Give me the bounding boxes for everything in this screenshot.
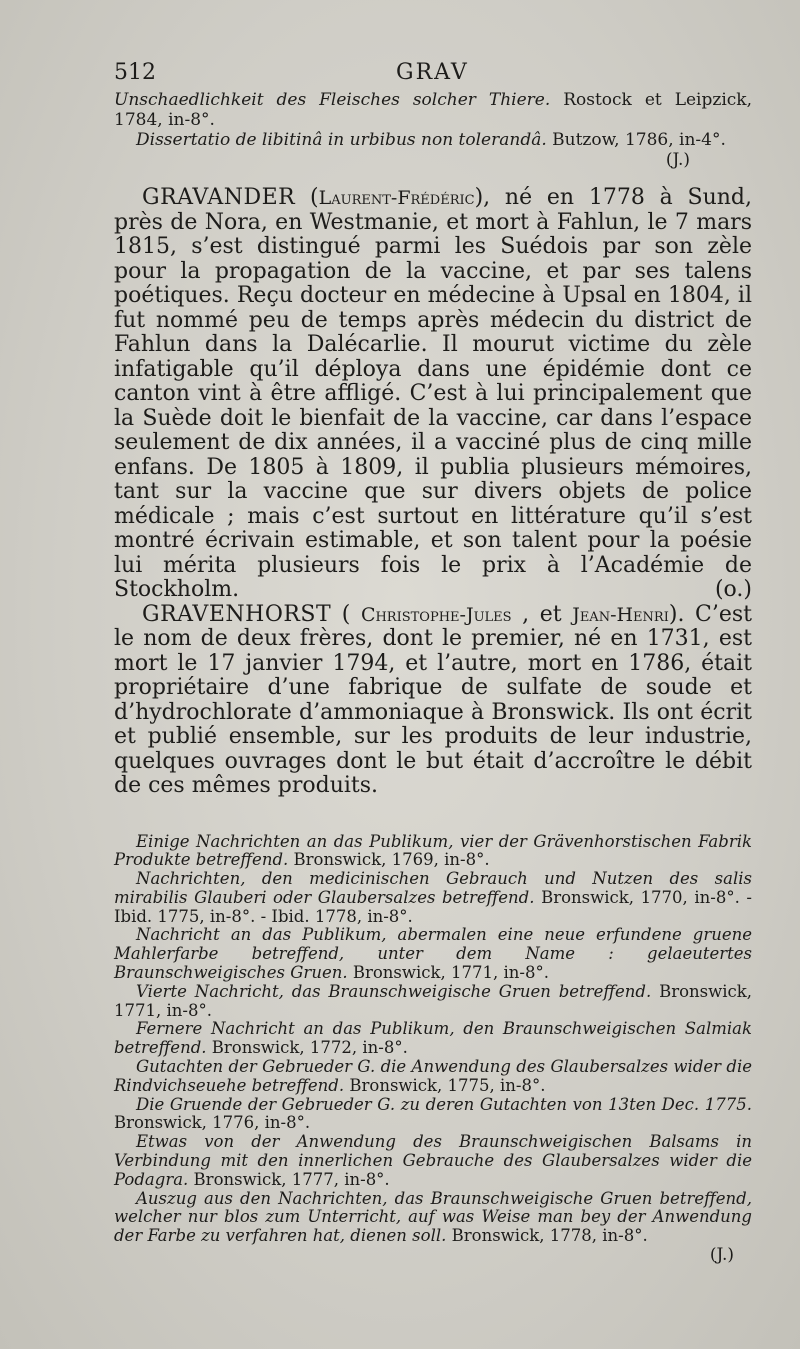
work-title: Dissertatio de libitinâ in urbibus non tolerandâ. xyxy=(136,130,547,150)
given-names: Christophe-Jules xyxy=(360,603,512,626)
bibliography-entry xyxy=(114,1020,752,1058)
bibliography-entry xyxy=(114,870,752,926)
entry-heading: GRAVENHORST xyxy=(142,601,332,627)
article-text: ). C’est le nom de deux frères, dont le premier, né en 1731, est mort le 17 janvier 1794, et l’autre, mort en 1786, était propriétaire d’une fabrique de sulfate de soude et d’hydrochlorate d’ammoniaque à Bronswick. Ils ont écrit et publié ensemble, sur les produits de leur industrie, quelques ouvrages dont le but était d’accroître le débit de ces mêmes produits. xyxy=(114,601,752,798)
bibliography-entry xyxy=(114,983,752,1021)
article-gravenhorst: GRAVENHORST ( Christophe-Jules , et Jean-Henri). C’est le nom de deux frères, dont le premier, né en 1731, est mort le 17 janvier 1794, et l’autre, mort en 1786, était propriétaire d’une fabrique de sulfate de soude et d’hydrochlorate d’ammoniaque à Bronswick. Ils ont écrit et publié ensemble, sur les produits de leur industrie, quelques ouvrages dont le but était d’accroître le débit de ces mêmes produits. xyxy=(114,601,752,798)
publication-info: Rostock et Leipzick, 1784, in-8°. xyxy=(114,90,752,130)
conjunction: , et xyxy=(511,601,573,627)
bibliography-entry xyxy=(114,130,752,150)
publication-info: Bronswick, 1778, in-8°. xyxy=(446,1226,648,1246)
work-title: Etwas von der Anwendung des Braunschweigischen Balsams in Verbindung mit den innerlichen Gebrauche des Glaubersalzes wider die Podagra. xyxy=(114,1132,752,1189)
bibliography-entry xyxy=(114,926,752,982)
publication-info: Bronswick, 1769, in-8°. xyxy=(288,850,490,870)
work-title: Vierte Nachricht, das Braunschweigische Gruen betreffend. xyxy=(136,981,652,1001)
bibliography-entry xyxy=(114,1096,752,1134)
publication-info: Bronswick, 1771, in-8°. xyxy=(114,981,753,1020)
article-text: ), né en 1778 à Sund, près de Nora, en Westmanie, et mort à Fahlun, le 7 mars 1815, s’est distingué parmi les Suédois par son zèle pour la propagation de la vaccine, et par ses talens poétiques. Reçu docteur en médecine à Upsal en 1804, il fut nommé peu de temps après médecin du district de Fahlun dans la Dalécarlie. Il mourut victime du zèle infatigable qu’il déploya dans une épidémie dont ce canton vint à être affligé. C’est à lui principalement que la Suède doit le bienfait de la vaccine, car dans l’espace seulement de dix années, il a vacciné plus de cinq mille enfans. De 1805 à 1809, il publia plusieurs mémoires, tant sur la vaccine que sur divers objets de police médicale ; mais c’est surtout en littérature qu’il s’est montré écrivain estimable, et son talent pour la poésie lui mérita plusieurs fois le prix à l’Académie de Stockholm. xyxy=(114,185,753,602)
publication-info: Bronswick, 1772, in-8°. xyxy=(206,1038,408,1058)
page-number: 512 xyxy=(114,60,156,85)
publication-info: Bronswick, 1770, in-8°. - Ibid. 1775, in-8°. - Ibid. 1778, in-8°. xyxy=(114,887,752,926)
publication-info: Bronswick, 1775, in-8°. xyxy=(344,1075,546,1095)
work-title: Nachrichten, den medicinischen Gebrauch und Nutzen des salis mirabilis Glauberi oder Glaubersalzes betreffend. xyxy=(114,869,752,907)
bibliography-entry xyxy=(114,1058,752,1096)
author-signature: (J.) xyxy=(709,1245,734,1266)
work-title: Fernere Nachricht an das Publikum, den Braunschweigischen Salmiak betreffend. xyxy=(114,1019,752,1058)
work-title: Gutachten der Gebrueder G. die Anwendung des Glaubersalzes wider die Rindvichseuehe betreffend. xyxy=(114,1057,752,1095)
publication-info: Bronswick, 1777, in-8°. xyxy=(188,1169,390,1189)
page-header xyxy=(114,60,752,94)
page-body xyxy=(114,90,752,1264)
work-title: Unschaedlichkeit des Fleisches solcher Thiere. xyxy=(114,90,551,110)
given-names: Laurent-Frédéric xyxy=(318,187,475,209)
bibliography-entry xyxy=(114,1190,752,1246)
entry-heading: GRAVANDER xyxy=(142,185,296,210)
work-title: Auszug aus den Nachrichten, das Braunschweigische Gruen betreffend, welcher nur blos zum Unterricht, auf was Weise man bey der Anwendung der Farbe zu verfahren hat, dienen soll. xyxy=(114,1188,752,1246)
author-signature: (J.) xyxy=(665,150,690,170)
work-title: Die Gruende der Gebrueder G. zu deren Gutachten von 13ten Dec. 1775. xyxy=(136,1094,752,1114)
given-names-second: Jean-Henri xyxy=(572,603,669,626)
work-title: Einige Nachrichten an das Publikum, vier der Grävenhorstischen Fabrik Produkte betreffend. xyxy=(114,831,752,870)
publication-info: Bronswick, 1776, in-8°. xyxy=(114,1113,311,1133)
bibliography-entry xyxy=(114,1133,752,1189)
publication-info: Bronswick, 1771, in-8°. xyxy=(347,963,549,983)
work-title: Nachricht an das Publikum, abermalen eine neue erfundene gruene Mahlerfarbe betreffend, unter dem Name : gelaeutertes Braunschweigisches Gruen. xyxy=(114,925,752,983)
publication-info: Butzow, 1786, in-4°. xyxy=(546,130,726,150)
running-head: GRAV xyxy=(396,60,469,85)
article-gravander: GRAVANDER (Laurent-Frédéric), né en 1778 à Sund, près de Nora, en Westmanie, et mort à Fahlun, le 7 mars 1815, s’est distingué parmi les Suédois par son zèle pour la propagation de la vaccine, et par ses talens poétiques. Reçu docteur en médecine à Upsal en 1804, il fut nommé peu de temps après médecin du district de Fahlun dans la Dalécarlie. Il mourut victime du zèle infatigable qu’il déploya dans une épidémie dont ce canton vint à être affligé. C’est à lui principalement que la Suède doit le bienfait de la vaccine, car dans l’espace seulement de dix années, il a vacciné plus de cinq mille enfans. De 1805 à 1809, il publia plusieurs mémoires, tant sur la vaccine que sur divers objets de police médicale ; mais c’est surtout en littérature qu’il s’est montré écrivain estimable, et son talent pour la poésie lui mérita plusieurs fois le prix à l’Académie de Stockholm. (o.) xyxy=(114,185,753,602)
bibliography-list xyxy=(114,833,752,1265)
author-signature: (o.) xyxy=(714,577,752,602)
bibliography-entry xyxy=(114,90,752,130)
bibliography-entry xyxy=(114,833,752,871)
